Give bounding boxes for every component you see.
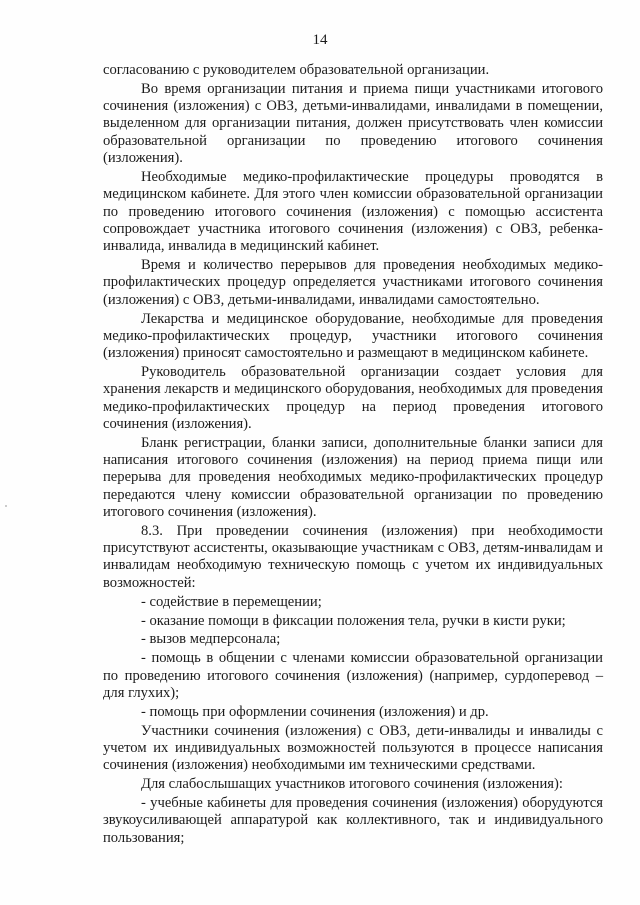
paragraph: согласованию с руководителем образовательной организации.: [103, 62, 490, 78]
paragraph: Для слабослышащих участников итогового сочинения (изложения):: [141, 776, 563, 793]
page-number: 14: [312, 32, 328, 48]
list-item: - оказание помощи в фиксации положения тела, ручки в кисти руки;: [141, 612, 566, 629]
paragraph: Бланк регистрации, бланки записи, дополнительные бланки записи для написания итогового сочинения (изложения) на период приема пищи или перерыва для проведения необходимых медико-профилактических процедур передаются члену комиссии образовательной организации по проведению итогового сочинения (изложения).: [103, 434, 603, 520]
document-body: [103, 62, 603, 849]
paragraph: Необходимые медико-профилактические процедуры проводятся в медицинском кабинете. Для этого член комиссии образовательной организации по проведению итогового сочинения (изложения) с помощью ассистента сопровождает участника итогового сочинения (изложения) с ОВЗ, ребенка-инвалида, инвалида в медицинский кабинет.: [103, 168, 603, 255]
list-item: - учебные кабинеты для проведения сочинения (изложения) оборудуются звукоусиливающей аппаратурой как коллективного, так и индивидуального пользования;: [103, 795, 603, 846]
paragraph: Лекарства и медицинское оборудование, необходимые для проведения медико-профилактических процедур, участники итогового сочинения (изложения) приносят самостоятельно и размещают в медицинском кабинете.: [103, 310, 603, 362]
list-item: - содействие в перемещении;: [141, 593, 322, 610]
paragraph: Время и количество перерывов для проведения необходимых медико-профилактических процедур определяется участниками итогового сочинения (изложения) с ОВЗ, детьми-инвалидами, инвалидами самостоятельно.: [103, 257, 603, 308]
paragraph: Руководитель образовательной организации создает условия для хранения лекарств и медицинского оборудования, необходимых для проведения медико-профилактических процедур на период проведения итогового сочинения (изложения).: [103, 364, 603, 432]
paragraph: Во время организации питания и приема пищи участниками итогового сочинения (изложения) с ОВЗ, детьми-инвалидами, инвалидами в помещении, выделенном для организации питания, должен присутствовать член комиссии образовательной организации по проведению итогового сочинения (изложения).: [103, 80, 603, 167]
section-8-3-paragraph: 8.3. При проведении сочинения (изложения) при необходимости присутствуют ассистенты, оказывающие участникам с ОВЗ, детям-инвалидам и инвалидам необходимую техническую помощь с учетом их индивидуальных возможностей:: [103, 522, 603, 591]
list-item: - помощь в общении с членами комиссии образовательной организации по проведению итогового сочинения (изложения) (например, сурдоперевод – для глухих);: [103, 650, 603, 701]
margin-mark: [5, 505, 7, 507]
list-item: - вызов медперсонала;: [141, 631, 281, 648]
paragraph: Участники сочинения (изложения) с ОВЗ, дети-инвалиды и инвалиды с учетом их индивидуальных возможностей пользуются в процессе написания сочинения (изложения) необходимыми им техническими средствами.: [103, 722, 603, 774]
list-item: - помощь при оформлении сочинения (изложения) и др.: [141, 703, 489, 720]
